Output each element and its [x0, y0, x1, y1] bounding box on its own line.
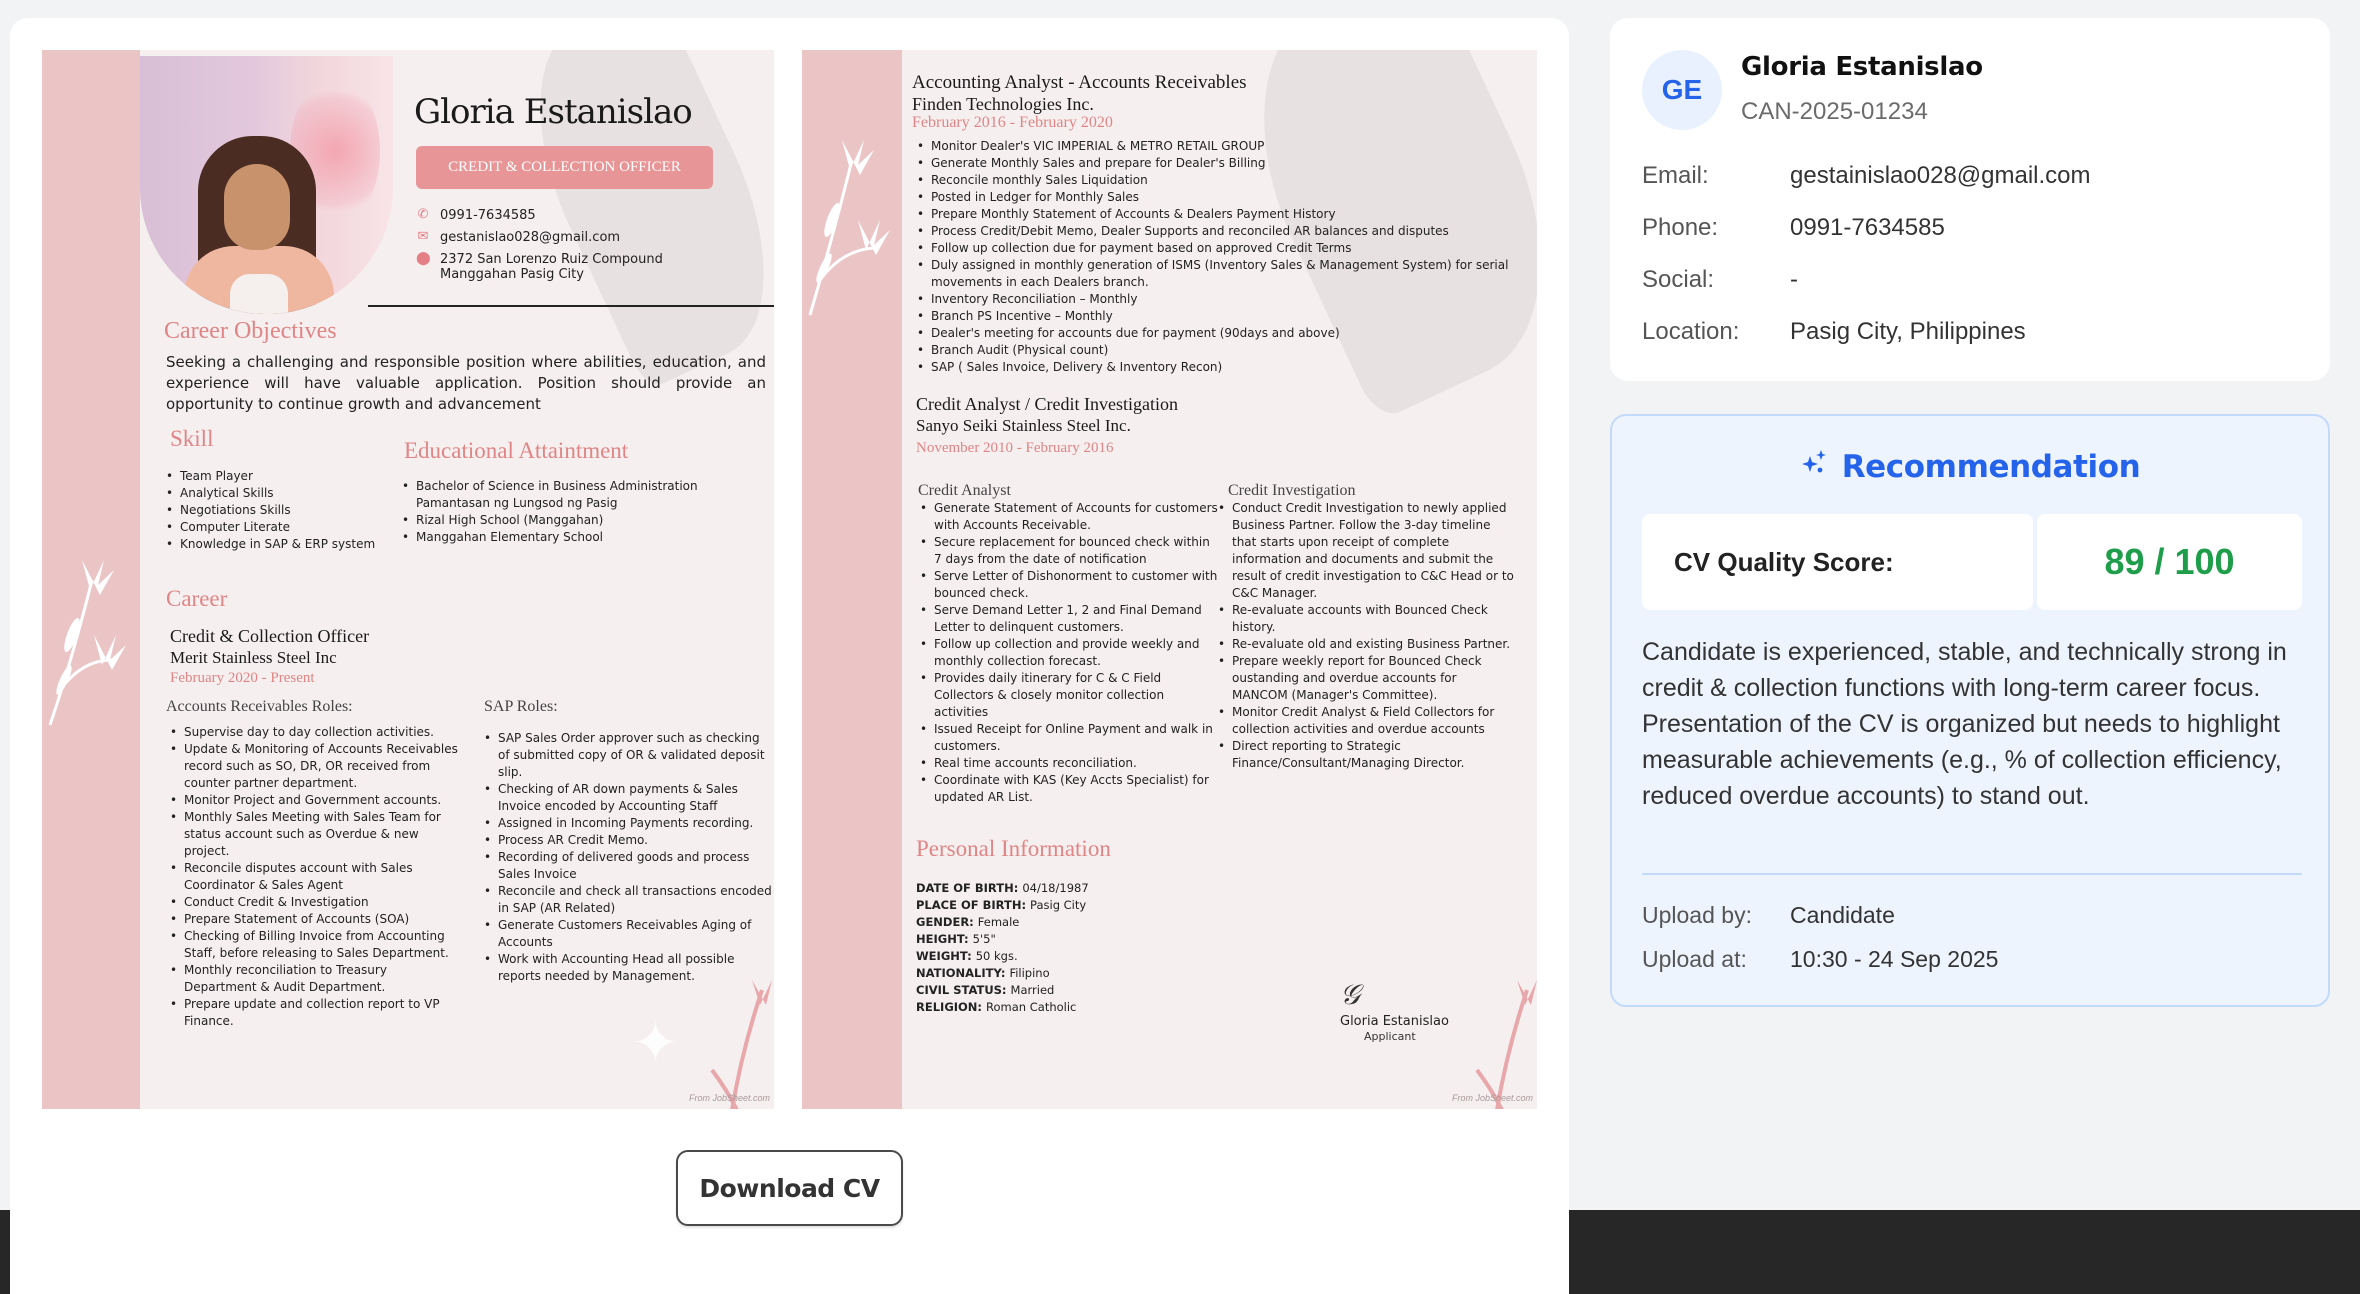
skills-list — [164, 468, 394, 553]
list-item: • Assigned in Incoming Payments recording. — [482, 815, 772, 832]
job2-period: November 2010 - February 2016 — [916, 440, 1114, 456]
cv-page-1 — [42, 50, 774, 1109]
cv-quality-score-value: 89 / 100 — [2037, 514, 2302, 610]
location-pin-icon: ⬤ — [416, 251, 431, 266]
cv-watermark: From JobSheet.com — [1451, 1093, 1533, 1103]
list-item: • Bachelor of Science in Business Administration Pamantasan ng Lungsod ng Pasig — [400, 478, 720, 512]
credit-investigation-list — [1216, 500, 1516, 772]
job2-title: Credit Analyst / Credit Investigation — [916, 394, 1178, 414]
list-item: • Follow up collection due for payment based on approved Credit Terms — [915, 240, 1515, 257]
list-item: • Conduct Credit Investigation to newly applied Business Partner. Follow the 3-day timeline that starts upon receipt of complete information and documents and submit the result of credit investigation to C&C Head or to C&C Manager. — [1216, 500, 1516, 602]
list-item: • Reconcile monthly Sales Liquidation — [915, 172, 1515, 189]
cv-role-badge: CREDIT & COLLECTION OFFICER — [416, 146, 713, 189]
signature-name: Gloria Estanislao — [1340, 1014, 1449, 1029]
sap-roles-list — [482, 730, 772, 985]
phone-icon: ✆ — [417, 207, 429, 222]
cv-page-2 — [802, 50, 1537, 1109]
list-item: • Generate Monthly Sales and prepare for Dealer's Billing — [915, 155, 1515, 172]
email-value: gestainislao028@gmail.com — [1790, 162, 2091, 189]
upload-at-value: 10:30 - 24 Sep 2025 — [1790, 946, 1999, 972]
info-row-social: Social: - — [1642, 266, 1798, 293]
list-item: • Monthly reconciliation to Treasury Department & Audit Department. — [168, 962, 458, 996]
list-item: • Secure replacement for bounced check within 7 days from the date of notification — [918, 534, 1218, 568]
upload-by-row: Upload by: Candidate — [1642, 902, 1895, 928]
credit-investigation-title: Credit Investigation — [1228, 482, 1356, 499]
upload-at-row: Upload at: 10:30 - 24 Sep 2025 — [1642, 946, 1999, 972]
download-cv-button[interactable]: Download CV — [676, 1150, 903, 1226]
list-item: • Direct reporting to Strategic Finance/Consultant/Managing Director. — [1216, 738, 1516, 772]
phone-value: 0991-7634585 — [1790, 214, 1945, 241]
personal-info-row: RELIGION: Roman Catholic — [916, 1000, 1077, 1014]
list-item: • Rizal High School (Manggahan) — [400, 512, 720, 529]
list-item: • Team Player — [164, 468, 394, 485]
list-item: • Supervise day to day collection activities. — [168, 724, 458, 741]
header-divider — [368, 305, 774, 307]
list-item: • Process Credit/Debit Memo, Dealer Supports and reconciled AR balances and disputes — [915, 223, 1515, 240]
job1-period: February 2016 - February 2020 — [912, 114, 1113, 131]
list-item: • Branch Audit (Physical count) — [915, 342, 1515, 359]
job-title: Credit & Collection Officer — [170, 626, 370, 646]
list-item: • Monitor Project and Government accounts. — [168, 792, 458, 809]
flower-decoration-icon — [802, 120, 897, 320]
list-item: • Real time accounts reconciliation. — [918, 755, 1218, 772]
skill-title: Skill — [170, 426, 214, 451]
credit-analyst-list — [918, 500, 1218, 806]
list-item: • Duly assigned in monthly generation of ISMS (Inventory Sales & Management System) for serial movements in each Dealers branch. — [915, 257, 1515, 291]
list-item: • Prepare update and collection report to VP Finance. — [168, 996, 458, 1030]
divider — [1642, 873, 2302, 875]
education-title: Educational Attaintment — [404, 438, 629, 463]
info-row-location: Location: Pasig City, Philippines — [1642, 318, 2026, 345]
list-item: • Checking of AR down payments & Sales Invoice encoded by Accounting Staff — [482, 781, 772, 815]
list-item: • Process AR Credit Memo. — [482, 832, 772, 849]
candidate-name: Gloria Estanislao — [1741, 52, 1983, 82]
list-item: • Re-evaluate accounts with Bounced Check history. — [1216, 602, 1516, 636]
personal-info-row: DATE OF BIRTH: 04/18/1987 — [916, 881, 1089, 895]
list-item: • Analytical Skills — [164, 485, 394, 502]
sparkle-icon: ✦ — [632, 1011, 679, 1074]
candidate-id: CAN-2025-01234 — [1741, 98, 1928, 125]
social-value: - — [1790, 266, 1798, 293]
list-item: • Dealer's meeting for accounts due for payment (90days and above) — [915, 325, 1515, 342]
list-item: • Provides daily itinerary for C & C Field Collectors & closely monitor collection activities — [918, 670, 1218, 721]
personal-info-list — [916, 880, 1089, 1016]
list-item: • Follow up collection and provide weekly and monthly collection forecast. — [918, 636, 1218, 670]
list-item: • Posted in Ledger for Monthly Sales — [915, 189, 1515, 206]
signature-icon: 𝒢 — [1340, 980, 1360, 1011]
list-item: • Prepare Monthly Statement of Accounts & Dealers Payment History — [915, 206, 1515, 223]
list-item: • Computer Literate — [164, 519, 394, 536]
list-item: • Manggahan Elementary School — [400, 529, 720, 546]
list-item: • SAP ( Sales Invoice, Delivery & Inventory Recon) — [915, 359, 1515, 376]
list-item: • Reconcile and check all transactions encoded in SAP (AR Related) — [482, 883, 772, 917]
job-company: Merit Stainless Steel Inc — [170, 648, 337, 667]
job-period: February 2020 - Present — [170, 670, 315, 686]
personal-info-row: HEIGHT: 5'5" — [916, 932, 996, 946]
recommendation-header: Recommendation — [1612, 448, 2328, 485]
avatar: GE — [1642, 50, 1722, 130]
info-row-email: Email: gestainislao028@gmail.com — [1642, 162, 2091, 189]
recommendation-summary: Candidate is experienced, stable, and technically strong in credit & collection functions with long-term career focus. Presentation of the CV is organized but needs to highlight measurable achievements (e.g., % of collection efficiency, reduced overdue accounts) to stand out. — [1642, 638, 2287, 810]
upload-by-value: Candidate — [1790, 902, 1895, 928]
flower-decoration-icon — [42, 540, 132, 730]
list-item: • Update & Monitoring of Accounts Receivables record such as SO, DR, OR received from counter partner department. — [168, 741, 458, 792]
cv-phone: ✆ 0991-7634585 — [417, 207, 536, 223]
location-value: Pasig City, Philippines — [1790, 318, 2026, 345]
sparkles-icon — [1800, 448, 1830, 485]
cv-name: Gloria Estanislao — [414, 92, 692, 132]
sap-roles-title: SAP Roles: — [484, 698, 558, 715]
personal-info-row: WEIGHT: 50 kgs. — [916, 949, 1018, 963]
list-item: • Coordinate with KAS (Key Accts Specialist) for updated AR List. — [918, 772, 1218, 806]
recommendation-card — [1610, 414, 2330, 1007]
info-row-phone: Phone: 0991-7634585 — [1642, 214, 1945, 241]
list-item: • Re-evaluate old and existing Business Partner. — [1216, 636, 1516, 653]
flower-decoration-icon — [1467, 970, 1537, 1109]
list-item: • Branch PS Incentive – Monthly — [915, 308, 1515, 325]
list-item: • Reconcile disputes account with Sales Coordinator & Sales Agent — [168, 860, 458, 894]
candidate-info-card — [1610, 18, 2330, 381]
cv-address: ⬤ 2372 San Lorenzo Ruiz Compound Manggahan Pasig City — [416, 251, 663, 282]
personal-info-row: PLACE OF BIRTH: Pasig City — [916, 898, 1087, 912]
personal-info-row: NATIONALITY: Filipino — [916, 966, 1050, 980]
list-item: • Prepare weekly report for Bounced Check oustanding and overdue accounts for MANCOM (Manager's Committee). — [1216, 653, 1516, 704]
job2-company: Sanyo Seiki Stainless Steel Inc. — [916, 416, 1131, 435]
list-item: • Inventory Reconciliation – Monthly — [915, 291, 1515, 308]
list-item: • Generate Statement of Accounts for customers with Accounts Receivable. — [918, 500, 1218, 534]
candidate-photo — [140, 56, 393, 314]
job1-company: Finden Technologies Inc. — [912, 94, 1094, 114]
personal-info-row: GENDER: Female — [916, 915, 1020, 929]
list-item: • Generate Customers Receivables Aging of Accounts — [482, 917, 772, 951]
list-item: • Issued Receipt for Online Payment and walk in customers. — [918, 721, 1218, 755]
cv-watermark: From JobSheet.com — [688, 1093, 770, 1103]
list-item: • Checking of Billing Invoice from Accounting Staff, before releasing to Sales Department. — [168, 928, 458, 962]
flower-decoration-icon — [702, 970, 774, 1109]
career-objectives-title: Career Objectives — [164, 318, 337, 344]
job1-title: Accounting Analyst - Accounts Receivables — [912, 72, 1247, 93]
education-list — [400, 478, 720, 546]
list-item: • SAP Sales Order approver such as checking of submitted copy of OR & validated deposit slip. — [482, 730, 772, 781]
list-item: • Work with Accounting Head all possible reports needed by Management. — [482, 951, 772, 985]
cv-quality-score-label: CV Quality Score: — [1642, 514, 2033, 610]
ar-roles-title: Accounts Receivables Roles: — [166, 698, 353, 715]
personal-info-row: CIVIL STATUS: Married — [916, 983, 1055, 997]
list-item: • Conduct Credit & Investigation — [168, 894, 458, 911]
career-title: Career — [166, 586, 228, 611]
personal-info-title: Personal Information — [916, 836, 1111, 861]
list-item: • Prepare Statement of Accounts (SOA) — [168, 911, 458, 928]
cv-email: ✉ gestanislao028@gmail.com — [417, 229, 621, 245]
mail-icon: ✉ — [417, 229, 429, 244]
list-item: • Serve Demand Letter 1, 2 and Final Demand Letter to delinquent customers. — [918, 602, 1218, 636]
credit-analyst-title: Credit Analyst — [918, 482, 1011, 499]
list-item: • Recording of delivered goods and process Sales Invoice — [482, 849, 772, 883]
list-item: • Monthly Sales Meeting with Sales Team for status account such as Overdue & new project. — [168, 809, 458, 860]
list-item: • Negotiations Skills — [164, 502, 394, 519]
ar-roles-list — [168, 724, 458, 1030]
list-item: • Monitor Credit Analyst & Field Collectors for collection activities and overdue accounts — [1216, 704, 1516, 738]
career-objectives-text: Seeking a challenging and responsible position where abilities, education, and experience will have valuable application. Position should provide an opportunity to continue growth and advancement — [166, 353, 766, 413]
list-item: • Serve Letter of Dishonorment to customer with bounced check. — [918, 568, 1218, 602]
list-item: • Monitor Dealer's VIC IMPERIAL & METRO RETAIL GROUP — [915, 138, 1515, 155]
list-item: • Knowledge in SAP & ERP system — [164, 536, 394, 553]
job1-duties-list — [915, 138, 1515, 376]
signature-role: Applicant — [1364, 1030, 1416, 1043]
